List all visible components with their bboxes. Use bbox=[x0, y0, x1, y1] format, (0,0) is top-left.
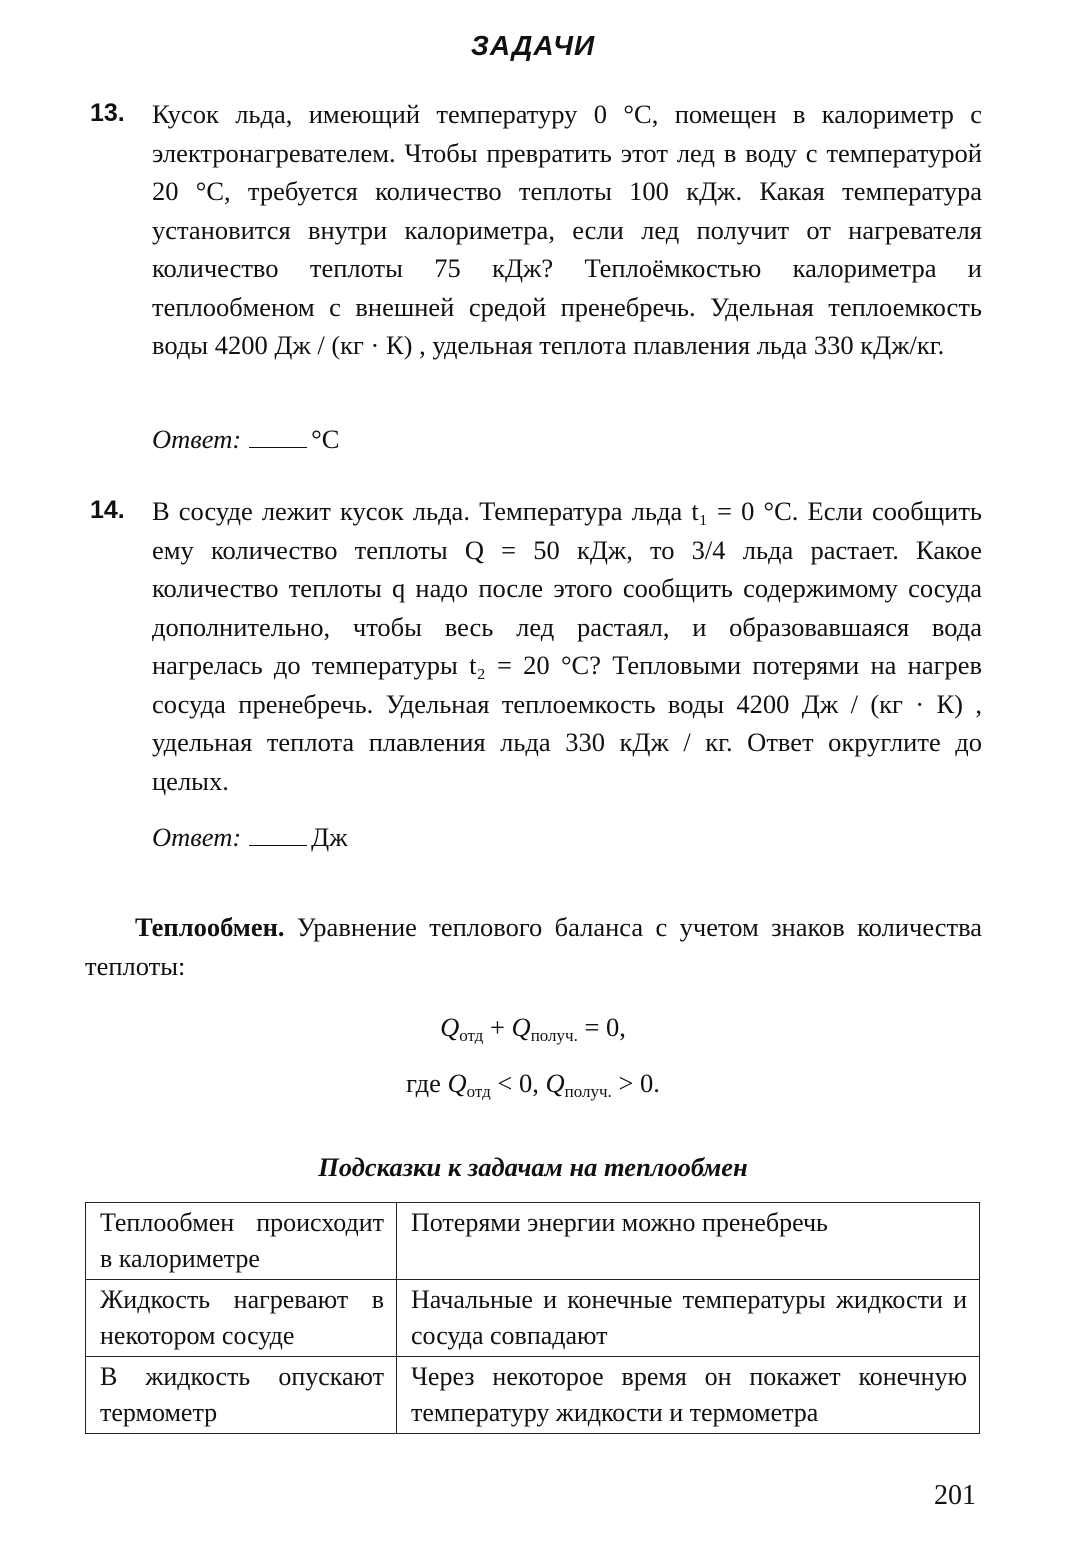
sign-conditions bbox=[0, 1068, 1066, 1102]
problem-text: В сосуде лежит кусок льда. Температура льда t₁ = 0 °С. Если сообщить ему количество теплоты Q = 50 кДж, то 3/4 льда растает. Какое количество теплоты q надо после этого сообщить содержимому сосуда дополнительно, чтобы весь лед растаял, и образовавшаяся вода нагрелась до температуры t₂ = 20 °С? Тепловыми потерями на нагрев сосуда пренебречь. Удельная теплоемкость воды 4200 Дж / (кг · К) , удельная теплота плавления льда 330 кДж / кг. Ответ округлите до целых. bbox=[152, 496, 982, 796]
table-row bbox=[86, 1357, 980, 1434]
hint-cell: Потерями энергии можно пренебречь bbox=[397, 1203, 980, 1280]
theory-term: Теплообмен. bbox=[135, 912, 285, 942]
plus-sign: + bbox=[489, 1012, 505, 1042]
q-symbol: Q bbox=[511, 1012, 531, 1042]
answer-label: Ответ: bbox=[152, 424, 242, 454]
condition-cell: Жидкость нагревают в некотором сосуде bbox=[86, 1280, 397, 1357]
table-row bbox=[86, 1280, 980, 1357]
problem-number: 14. bbox=[90, 496, 125, 524]
answer-13 bbox=[152, 424, 339, 455]
heat-balance-equation bbox=[0, 1012, 1066, 1046]
subscript-poluch: получ. bbox=[564, 1082, 612, 1101]
table-row bbox=[86, 1203, 980, 1280]
answer-14 bbox=[152, 822, 348, 853]
theory-text: Уравнение теплового баланса с учетом знаков количества теплоты: bbox=[85, 912, 983, 981]
answer-unit: Дж bbox=[311, 822, 348, 852]
answer-blank bbox=[249, 427, 307, 448]
q-symbol: Q bbox=[545, 1068, 565, 1098]
problem-text: Кусок льда, имеющий температуру 0 °С, помещен в калориметр с электронагревателем. Чтобы превратить этот лед в воду с температурой 20 °С, требуется количество теплоты 100 кДж. Какая температура установится внутри калориметра, если лед получит от нагревателя количество теплоты 75 кДж? Теплоёмкостью калориметра и теплообменом с внешней средой пренебречь. Удельная теплоемкость воды 4200 Дж / (кг · К) , удельная теплота плавления льда 330 кДж/кг. bbox=[152, 99, 982, 360]
page-header: ЗАДАЧИ bbox=[470, 30, 596, 61]
subscript-poluch: получ. bbox=[530, 1026, 578, 1045]
condition-cell: Теплообмен происходит в калориметре bbox=[86, 1203, 397, 1280]
problem-14 bbox=[90, 492, 982, 800]
where-word: где bbox=[406, 1068, 441, 1098]
condition-cell: В жидкость опускают термометр bbox=[86, 1357, 397, 1434]
subscript-otd: отд bbox=[466, 1082, 491, 1101]
answer-unit: °С bbox=[311, 424, 340, 454]
hints-table bbox=[85, 1202, 980, 1434]
page-number: 201 bbox=[934, 1480, 976, 1511]
answer-label: Ответ: bbox=[152, 822, 242, 852]
problem-number: 13. bbox=[90, 99, 125, 127]
subscript-otd: отд bbox=[459, 1026, 484, 1045]
q-symbol: Q bbox=[440, 1012, 460, 1042]
hint-cell: Начальные и конечные температуры жидкости и сосуда совпадают bbox=[397, 1280, 980, 1357]
equation-rhs: = 0, bbox=[584, 1012, 626, 1042]
answer-blank bbox=[249, 825, 307, 846]
less-than-zero: < 0, bbox=[497, 1068, 539, 1098]
hints-table-title: Подсказки к задачам на теплообмен bbox=[318, 1152, 748, 1182]
problem-13 bbox=[90, 95, 982, 365]
greater-than-zero: > 0. bbox=[618, 1068, 660, 1098]
hint-cell: Через некоторое время он покажет конечную температуру жидкости и термометра bbox=[397, 1357, 980, 1434]
q-symbol: Q bbox=[447, 1068, 467, 1098]
theory-paragraph bbox=[85, 908, 982, 985]
